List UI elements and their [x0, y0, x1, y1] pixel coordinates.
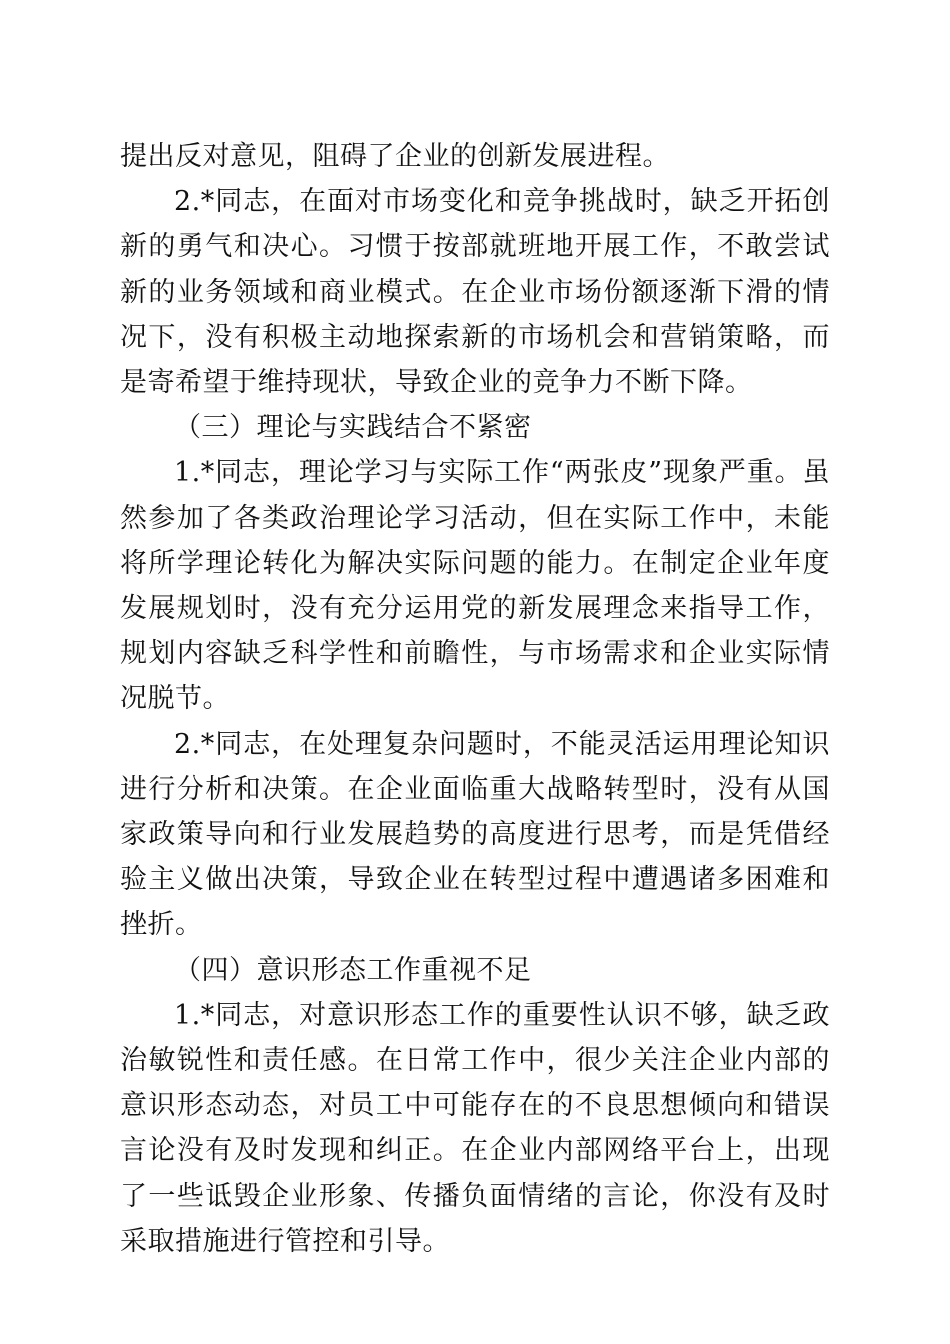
section-heading-4: （四）意识形态工作重视不足 [174, 954, 532, 986]
paragraph-item-1-theory: 1.*同志，理论学习与实际工作“两张皮”现象严重。虽然参加了各类政治理论学习活动，但在实际工作中，未能将所学理论转化为解决实际问题的能力。在制定企业年度发展规划时，没有充分运用党的新发展理念来指导工作，规划内容缺乏科学性和前瞻性，与市场需求和企业实际情况脱节。 [120, 457, 830, 715]
paragraph-continuation: 提出反对意见，阻碍了企业的创新发展进程。 [120, 141, 670, 172]
paragraph-item-2-innovation: 2.*同志，在面对市场变化和竞争挑战时，缺乏开拓创新的勇气和决心。习惯于按部就班地开展工作，不敢尝试新的业务领域和商业模式。在企业市场份额逐渐下滑的情况下，没有积极主动地探索新的市场机会和营销策略，而是寄希望于维持现状，导致企业的竞争力不断下降。 [120, 186, 830, 399]
section-heading-3: （三）理论与实践结合不紧密 [174, 412, 532, 444]
paragraph-item-2-theory: 2.*同志，在处理复杂问题时，不能灵活运用理论知识进行分析和决策。在企业面临重大战略转型时，没有从国家政策导向和行业发展趋势的高度进行思考，而是凭借经验主义做出决策，导致企业在转型过程中遭遇诸多困难和挫折。 [120, 728, 830, 941]
document-body [120, 134, 830, 1264]
paragraph-item-1-ideology: 1.*同志，对意识形态工作的重要性认识不够，缺乏政治敏锐性和责任感。在日常工作中，很少关注企业内部的意识形态动态，对员工中可能存在的不良思想倾向和错误言论没有及时发现和纠正。在企业内部网络平台上，出现了一些诋毁企业形象、传播负面情绪的言论，你没有及时采取措施进行管控和引导。 [120, 999, 830, 1257]
